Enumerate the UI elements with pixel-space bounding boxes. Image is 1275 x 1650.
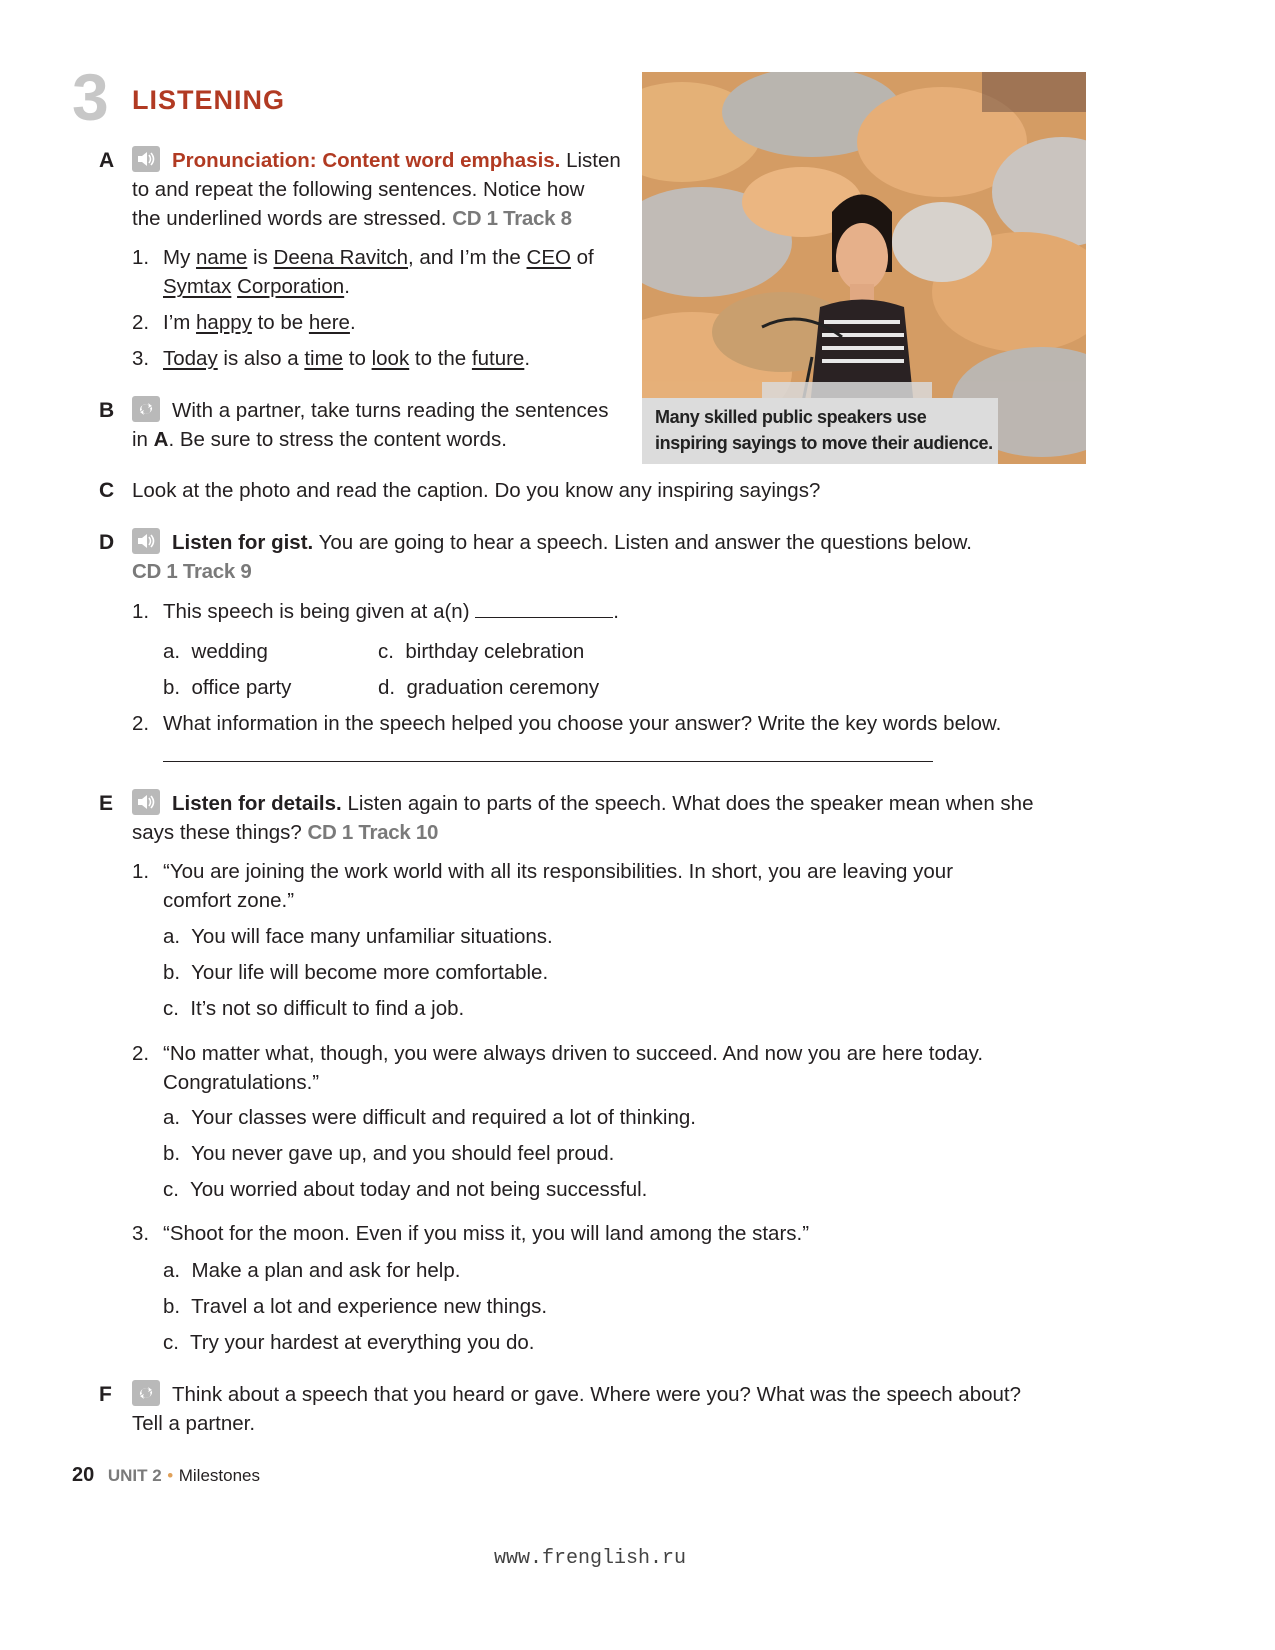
exercise-a-text-1: Listen <box>566 149 621 172</box>
option-c[interactable]: c. You worried about today and not being successful. <box>163 1178 648 1201</box>
exercise-f-instruction: Think about a speech that you heard or gave. Where were you? What was the speech about? Tell a partner. <box>132 1380 1112 1438</box>
track-label: CD 1 Track 8 <box>452 207 572 230</box>
pair-work-icon <box>132 1380 160 1406</box>
exercise-a-text-3: the underlined words are stressed. <box>132 207 447 230</box>
answer-blank[interactable] <box>475 597 613 618</box>
exercise-a-heading: Pronunciation: Content word emphasis. <box>172 149 561 172</box>
watermark: www.frenglish.ru <box>494 1547 687 1570</box>
option-c[interactable]: c. birthday celebration <box>378 640 585 663</box>
pair-work-icon <box>132 396 160 422</box>
option-b[interactable]: b. Your life will become more comfortable. <box>163 961 549 984</box>
speaker-icon[interactable] <box>132 789 160 815</box>
exercise-e-q1: “You are joining the work world with all its responsibilities. In short, you are leaving your comfort zone.” <box>163 860 954 912</box>
exercise-c-instruction: Look at the photo and read the caption. Do you know any inspiring sayings? <box>132 479 821 502</box>
section-title: LISTENING <box>132 85 286 115</box>
option-b[interactable]: b. You never gave up, and you should feel proud. <box>163 1142 615 1165</box>
exercise-a-text-2: to and repeat the following sentences. Notice how <box>132 178 585 201</box>
exercise-d-instruction: Listen for gist. You are going to hear a speech. Listen and answer the questions below. CD 1 Track 9 <box>132 528 1092 586</box>
speaker-icon[interactable] <box>132 528 160 554</box>
option-d[interactable]: d. graduation ceremony <box>378 676 600 699</box>
exercise-a-item-3: Today is also a time to look to the future. <box>163 347 531 370</box>
speaker-icon[interactable] <box>132 146 160 172</box>
option-a[interactable]: a. Your classes were difficult and required a lot of thinking. <box>163 1106 696 1129</box>
exercise-d-heading: Listen for gist. <box>172 531 314 554</box>
option-c[interactable]: c. Try your hardest at everything you do. <box>163 1331 535 1354</box>
exercise-f-letter: F <box>99 1383 112 1406</box>
option-a[interactable]: a. Make a plan and ask for help. <box>163 1259 461 1282</box>
option-b[interactable]: b. Travel a lot and experience new things. <box>163 1295 548 1318</box>
exercise-e-instruction: Listen for details. Listen again to parts of the speech. What does the speaker mean when she says these things? CD 1 Track 10 <box>132 789 1112 847</box>
page-number: 20 <box>72 1464 95 1486</box>
exercise-b-instruction: With a partner, take turns reading the sentences in A. Be sure to stress the content words. <box>132 396 632 454</box>
exercise-e-q2: “No matter what, though, you were always driven to succeed. And now you are here today. Congratulations.” <box>163 1042 984 1094</box>
exercise-a-item-2: I’m happy to be here. <box>163 311 356 334</box>
track-label: CD 1 Track 10 <box>307 821 439 844</box>
exercise-e-q3-number: 3. <box>132 1222 150 1245</box>
track-label: CD 1 Track 9 <box>132 560 252 583</box>
exercise-d-q1: This speech is being given at a(n) . <box>163 597 619 626</box>
option-b[interactable]: b. office party <box>163 676 292 699</box>
speaker-photo <box>642 72 1086 464</box>
exercise-d-q2-number: 2. <box>132 712 150 735</box>
exercise-e-q2-number: 2. <box>132 1042 150 1065</box>
option-a[interactable]: a. wedding <box>163 640 268 663</box>
exercise-a-item-2-number: 2. <box>132 311 150 334</box>
exercise-d-q1-number: 1. <box>132 600 150 623</box>
exercise-e-letter: E <box>99 792 114 815</box>
exercise-e-q3: “Shoot for the moon. Even if you miss it, you will land among the stars.” <box>163 1222 810 1245</box>
unit-label: UNIT 2 <box>107 1466 162 1485</box>
exercise-a-letter: A <box>99 149 115 172</box>
photo-caption <box>642 398 998 464</box>
option-a[interactable]: a. You will face many unfamiliar situations. <box>163 925 553 948</box>
exercise-b-letter: B <box>99 399 115 422</box>
answer-line[interactable] <box>163 761 933 762</box>
exercise-d-letter: D <box>99 531 115 554</box>
exercise-a-item-1-number: 1. <box>132 246 150 269</box>
option-c[interactable]: c. It’s not so difficult to find a job. <box>163 997 465 1020</box>
exercise-e-heading: Listen for details. <box>172 792 342 815</box>
page-footer <box>72 1463 260 1488</box>
exercise-c-letter: C <box>99 479 115 502</box>
exercise-a-instruction <box>132 146 632 233</box>
exercise-e-q1-number: 1. <box>132 860 150 883</box>
unit-title: Milestones <box>178 1466 260 1485</box>
exercise-d-q2: What information in the speech helped you choose your answer? Write the key words below. <box>163 712 1002 735</box>
footer-bullet: • <box>167 1466 174 1485</box>
exercise-a-item-3-number: 3. <box>132 347 150 370</box>
photo-caption-text: Many skilled public speakers use inspiring sayings to move their audience. <box>655 407 993 453</box>
section-number: 3 <box>72 60 109 134</box>
exercise-a-item-1: My name is Deena Ravitch, and I’m the CEO of Symtax Corporation. <box>163 246 594 298</box>
